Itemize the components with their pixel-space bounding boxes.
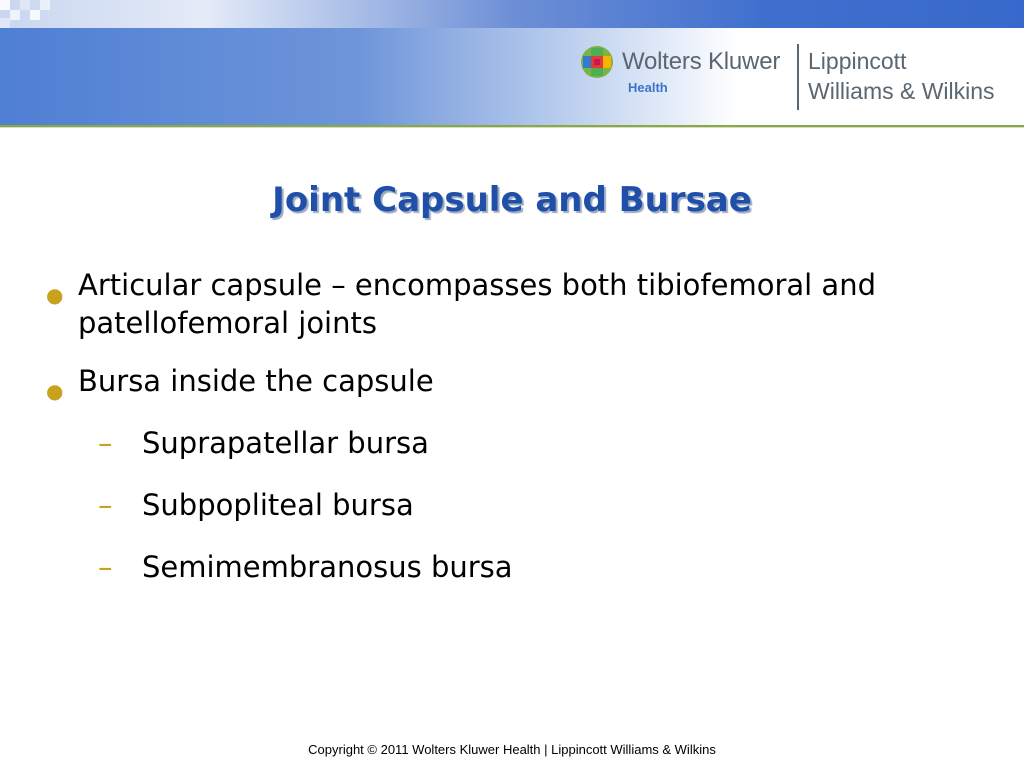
publisher-logo — [580, 40, 1020, 116]
bullet-dot-icon: ● — [46, 283, 64, 307]
logo-divider — [797, 44, 799, 110]
sub-bullet-text: Suprapatellar bursa — [142, 426, 429, 460]
decorative-squares — [0, 0, 60, 28]
logo-brand-text: Wolters Kluwer — [622, 48, 781, 75]
logo-imprint-line-1: Lippincott — [808, 48, 907, 74]
header-rule-shadow — [0, 127, 1024, 128]
dash-icon: – — [98, 426, 113, 460]
sub-bullet-item — [42, 486, 982, 524]
bullet-text: Bursa inside the capsule — [78, 364, 434, 398]
sub-bullet-item — [42, 548, 982, 586]
bullet-dot-icon: ● — [46, 379, 64, 403]
dash-icon: – — [98, 488, 113, 522]
slide-body — [42, 266, 982, 610]
dash-icon: – — [98, 550, 113, 584]
header-top-bar — [0, 0, 1024, 28]
logo-division-text: Health — [628, 80, 668, 95]
sub-bullet-item — [42, 424, 982, 462]
copyright-footer: Copyright © 2011 Wolters Kluwer Health | Lippincott Williams & Wilkins — [308, 742, 716, 757]
sub-bullet-text: Subpopliteal bursa — [142, 488, 414, 522]
logo-imprint-line-2: Williams & Wilkins — [808, 78, 995, 104]
sub-bullet-text: Semimembranosus bursa — [142, 550, 513, 584]
slide-header — [0, 0, 1024, 127]
slide-title: Joint Capsule and Bursae — [272, 180, 752, 220]
bullet-item — [42, 266, 982, 342]
bullet-text: Articular capsule – encompasses both tibiofemoral and patellofemoral joints — [78, 268, 876, 340]
wolters-kluwer-logo-icon — [580, 45, 614, 79]
bullet-item — [42, 362, 982, 403]
